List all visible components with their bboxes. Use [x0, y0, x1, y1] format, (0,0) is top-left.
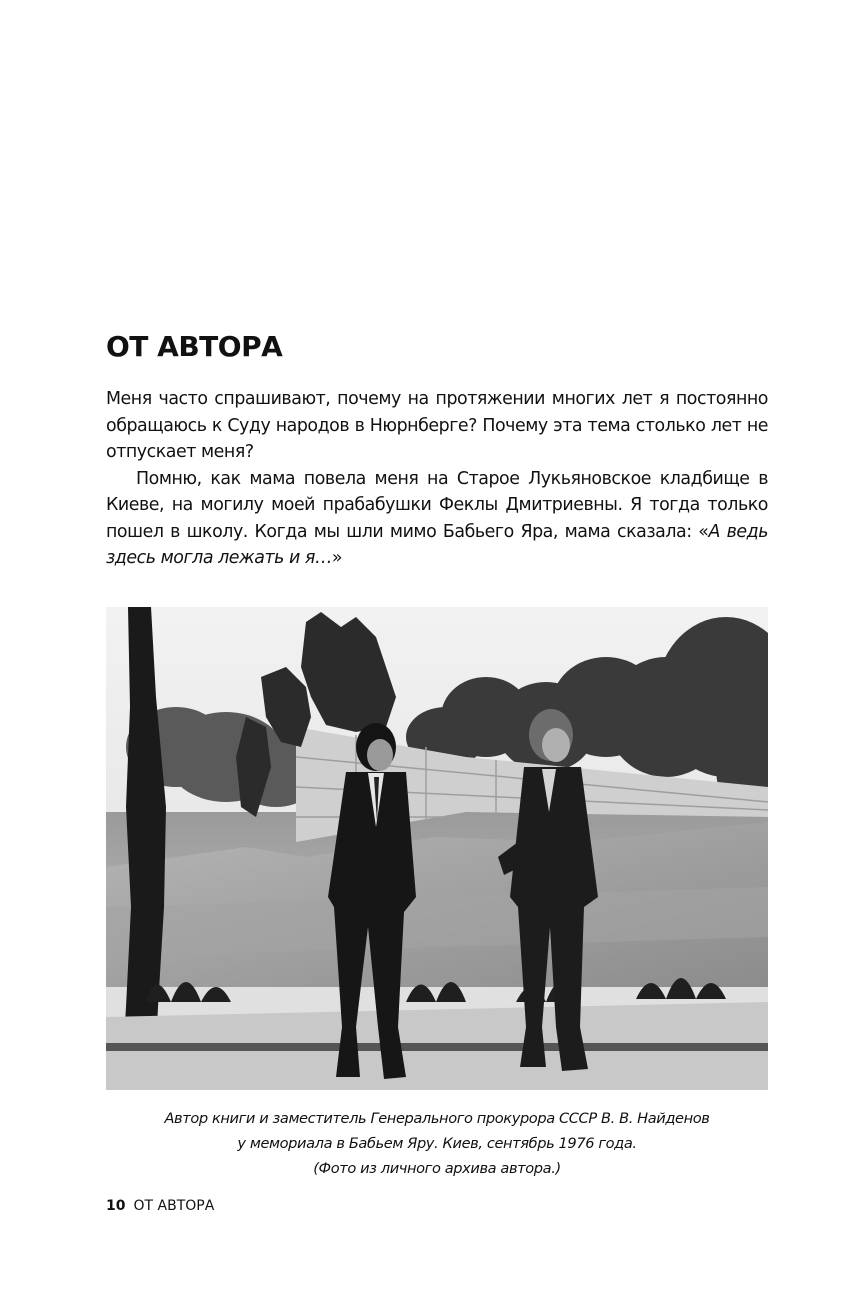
page-number: 10 [106, 1198, 126, 1214]
caption-line-1: Автор книги и заместитель Генерального прокурора СССР В. В. Найденов [164, 1110, 710, 1127]
quote-italic: А ведь здесь могла лежать и я… [106, 521, 768, 568]
chapter-heading: ОТ АВТОРА [106, 330, 283, 363]
body-text [106, 386, 768, 572]
memorial-photo [106, 607, 768, 1090]
caption-line-2: у мемориала в Бабьем Яру. Киев, сентябрь 1976 года. [237, 1135, 637, 1152]
page-footer [106, 1196, 214, 1216]
running-title: ОТ АВТОРА [133, 1198, 215, 1214]
quote-close: » [331, 548, 343, 568]
photo-illustration [106, 607, 768, 1090]
paragraph-2 [106, 466, 768, 572]
caption-line-3: (Фото из личного архива автора.) [313, 1160, 561, 1177]
paragraph-2-text: Помню, как мама повела меня на Старое Лукьяновское кладбище в Киеве, на могилу моей прабабушки Феклы Дмитриевны. Я тогда только пошел в школу. Когда мы шли мимо Бабьего Яра, мама сказала: « [106, 468, 768, 542]
paragraph-1: Меня часто спрашивают, почему на протяжении многих лет я постоянно обращаюсь к Суду народов в Нюрнберге? Почему эта тема столько лет не отпускает меня? [106, 389, 768, 462]
photo-caption [106, 1106, 768, 1181]
